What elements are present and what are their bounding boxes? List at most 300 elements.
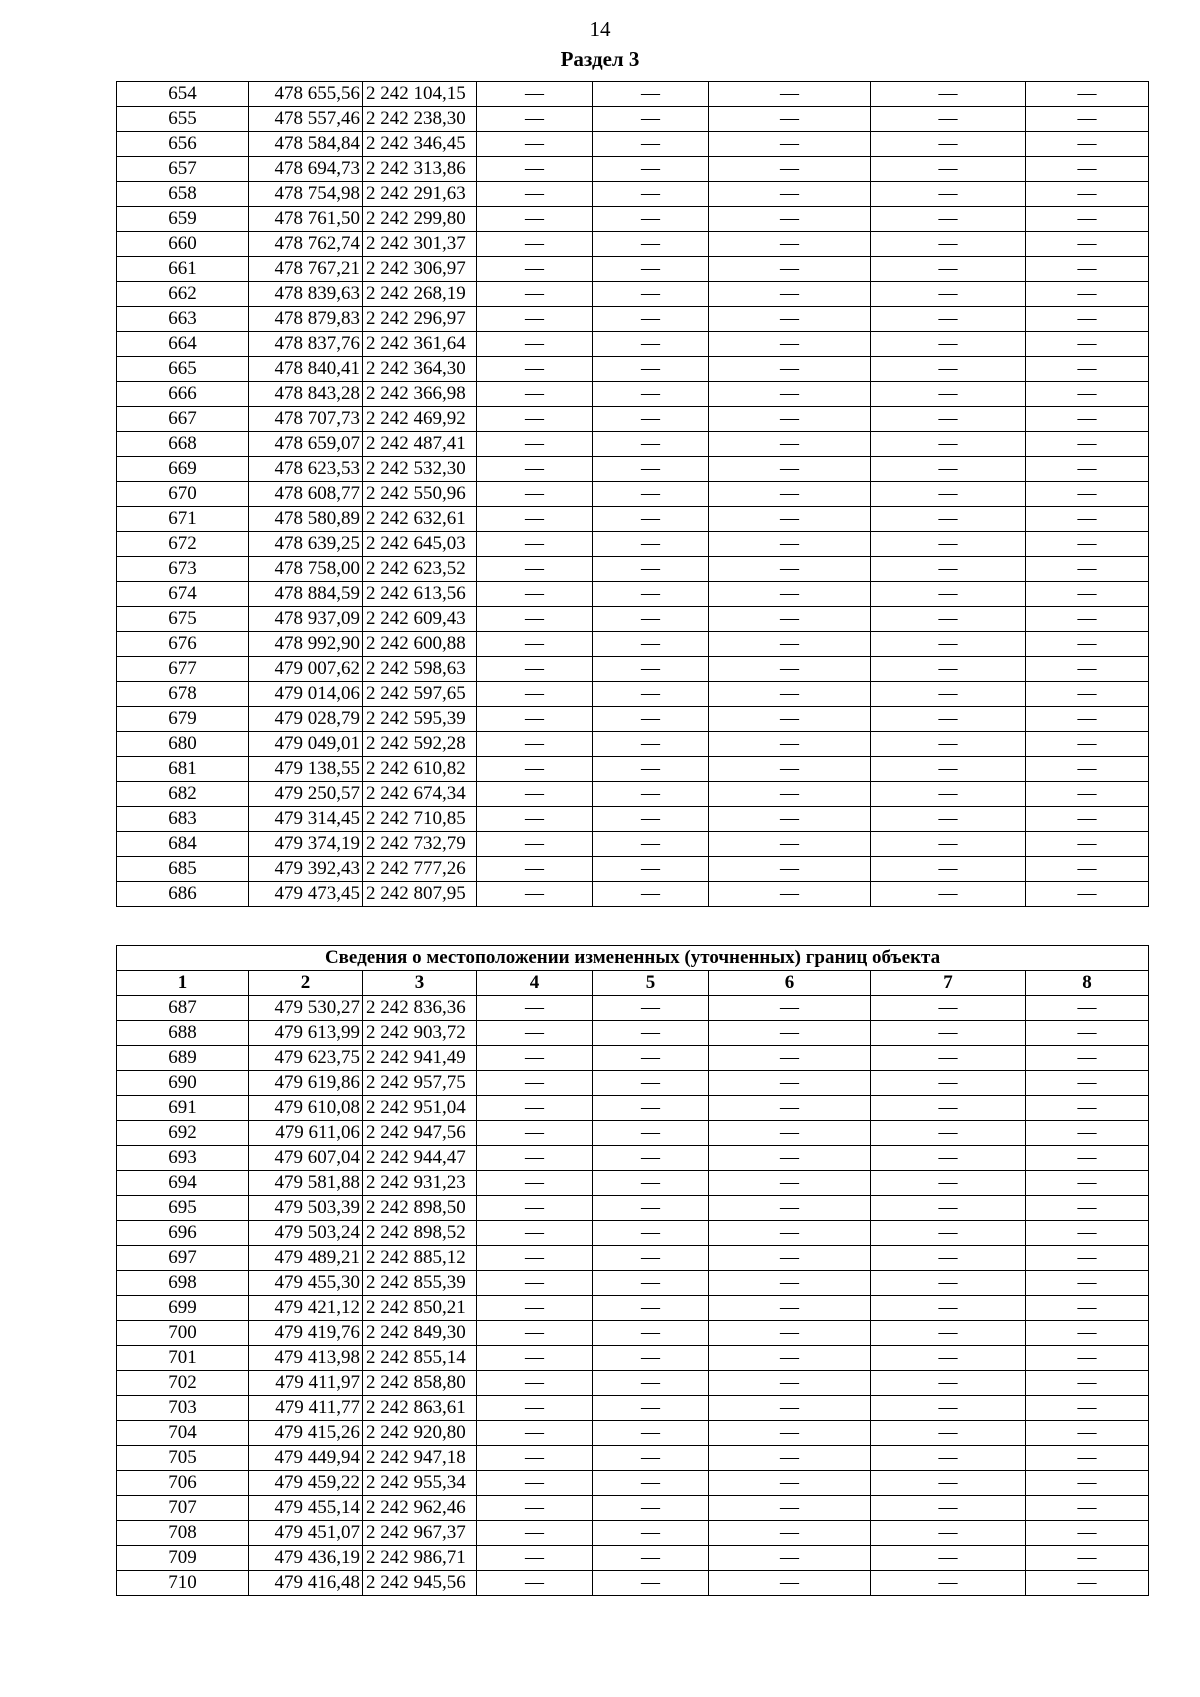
dash-cell: — <box>709 782 871 807</box>
table-row <box>117 132 1149 157</box>
dash-cell: — <box>1026 682 1149 707</box>
dash-cell: — <box>477 1421 593 1446</box>
dash-cell: — <box>593 1221 709 1246</box>
coordinate-y-cell: 2 242 532,30 <box>363 457 477 482</box>
point-number-cell: 710 <box>117 1571 249 1596</box>
dash-cell: — <box>871 1071 1026 1096</box>
table-row <box>117 382 1149 407</box>
table-row <box>117 1546 1149 1571</box>
coordinate-x-cell: 479 413,98 <box>249 1346 363 1371</box>
dash-cell: — <box>477 732 593 757</box>
dash-cell: — <box>477 1521 593 1546</box>
dash-cell: — <box>871 1546 1026 1571</box>
dash-cell: — <box>593 307 709 332</box>
dash-cell: — <box>1026 1521 1149 1546</box>
dash-cell: — <box>1026 1396 1149 1421</box>
dash-cell: — <box>709 432 871 457</box>
dash-cell: — <box>709 107 871 132</box>
dash-cell: — <box>593 1146 709 1171</box>
dash-cell: — <box>1026 282 1149 307</box>
dash-cell: — <box>477 657 593 682</box>
table-row <box>117 707 1149 732</box>
dash-cell: — <box>593 1246 709 1271</box>
page-number: 14 <box>589 17 611 41</box>
table-row <box>117 357 1149 382</box>
dash-cell: — <box>709 407 871 432</box>
dash-cell: — <box>593 557 709 582</box>
table-row <box>117 732 1149 757</box>
dash-cell: — <box>1026 457 1149 482</box>
dash-cell: — <box>1026 857 1149 882</box>
dash-cell: — <box>871 132 1026 157</box>
dash-cell: — <box>1026 307 1149 332</box>
dash-cell: — <box>1026 132 1149 157</box>
point-number-cell: 685 <box>117 857 249 882</box>
dash-cell: — <box>1026 107 1149 132</box>
table-row <box>117 257 1149 282</box>
coordinate-y-cell: 2 242 947,56 <box>363 1121 477 1146</box>
dash-cell: — <box>593 857 709 882</box>
dash-cell: — <box>871 1171 1026 1196</box>
coordinate-x-cell: 478 557,46 <box>249 107 363 132</box>
coordinate-y-cell: 2 242 364,30 <box>363 357 477 382</box>
dash-cell: — <box>1026 1446 1149 1471</box>
dash-cell: — <box>709 532 871 557</box>
dash-cell: — <box>477 607 593 632</box>
coordinate-y-cell: 2 242 609,43 <box>363 607 477 632</box>
coordinate-x-cell: 478 884,59 <box>249 582 363 607</box>
coordinate-y-cell: 2 242 613,56 <box>363 582 477 607</box>
dash-cell: — <box>709 707 871 732</box>
dash-cell: — <box>871 1321 1026 1346</box>
coordinate-x-cell: 479 455,30 <box>249 1271 363 1296</box>
dash-cell: — <box>593 1521 709 1546</box>
column-header: 1 <box>117 971 249 996</box>
coordinate-y-cell: 2 242 941,49 <box>363 1046 477 1071</box>
table-row <box>117 1121 1149 1146</box>
dash-cell: — <box>477 996 593 1021</box>
dash-cell: — <box>871 1246 1026 1271</box>
dash-cell: — <box>871 1096 1026 1121</box>
dash-cell: — <box>709 557 871 582</box>
point-number-cell: 660 <box>117 232 249 257</box>
coordinate-x-cell: 478 837,76 <box>249 332 363 357</box>
dash-cell: — <box>593 1196 709 1221</box>
dash-cell: — <box>593 732 709 757</box>
dash-cell: — <box>1026 1071 1149 1096</box>
column-header: 3 <box>363 971 477 996</box>
table-header-row <box>117 971 1149 996</box>
coordinate-y-cell: 2 242 955,34 <box>363 1471 477 1496</box>
dash-cell: — <box>1026 632 1149 657</box>
coordinate-y-cell: 2 242 920,80 <box>363 1421 477 1446</box>
section-title: Раздел 3 <box>560 47 640 71</box>
dash-cell: — <box>477 1471 593 1496</box>
table-row <box>117 307 1149 332</box>
dash-cell: — <box>477 1171 593 1196</box>
table-row <box>117 857 1149 882</box>
dash-cell: — <box>593 757 709 782</box>
dash-cell: — <box>477 857 593 882</box>
dash-cell: — <box>1026 882 1149 907</box>
dash-cell: — <box>477 1046 593 1071</box>
dash-cell: — <box>871 457 1026 482</box>
dash-cell: — <box>709 132 871 157</box>
dash-cell: — <box>477 132 593 157</box>
dash-cell: — <box>871 732 1026 757</box>
coordinate-y-cell: 2 242 361,64 <box>363 332 477 357</box>
point-number-cell: 689 <box>117 1046 249 1071</box>
dash-cell: — <box>1026 432 1149 457</box>
dash-cell: — <box>709 332 871 357</box>
table-row <box>117 457 1149 482</box>
coordinate-x-cell: 478 754,98 <box>249 182 363 207</box>
point-number-cell: 690 <box>117 1071 249 1096</box>
table-row <box>117 432 1149 457</box>
point-number-cell: 692 <box>117 1121 249 1146</box>
coordinate-y-cell: 2 242 645,03 <box>363 532 477 557</box>
point-number-cell: 674 <box>117 582 249 607</box>
coordinate-x-cell: 478 937,09 <box>249 607 363 632</box>
point-number-cell: 654 <box>117 82 249 107</box>
point-number-cell: 695 <box>117 1196 249 1221</box>
dash-cell: — <box>871 82 1026 107</box>
table-row <box>117 632 1149 657</box>
point-number-cell: 664 <box>117 332 249 357</box>
coordinate-y-cell: 2 242 487,41 <box>363 432 477 457</box>
table-row <box>117 1246 1149 1271</box>
dash-cell: — <box>709 357 871 382</box>
point-number-cell: 687 <box>117 996 249 1021</box>
dash-cell: — <box>1026 1571 1149 1596</box>
table-row <box>117 582 1149 607</box>
dash-cell: — <box>477 507 593 532</box>
table-row <box>117 407 1149 432</box>
dash-cell: — <box>709 1271 871 1296</box>
dash-cell: — <box>709 632 871 657</box>
column-header: 7 <box>871 971 1026 996</box>
coordinate-y-cell: 2 242 366,98 <box>363 382 477 407</box>
coordinate-y-cell: 2 242 807,95 <box>363 882 477 907</box>
coordinate-y-cell: 2 242 306,97 <box>363 257 477 282</box>
dash-cell: — <box>593 1046 709 1071</box>
dash-cell: — <box>1026 707 1149 732</box>
dash-cell: — <box>593 382 709 407</box>
dash-cell: — <box>709 207 871 232</box>
point-number-cell: 703 <box>117 1396 249 1421</box>
dash-cell: — <box>871 782 1026 807</box>
point-number-cell: 708 <box>117 1521 249 1546</box>
coordinate-x-cell: 479 014,06 <box>249 682 363 707</box>
table-row <box>117 482 1149 507</box>
coordinate-y-cell: 2 242 732,79 <box>363 832 477 857</box>
point-number-cell: 681 <box>117 757 249 782</box>
dash-cell: — <box>709 1171 871 1196</box>
dash-cell: — <box>1026 1221 1149 1246</box>
coordinate-x-cell: 478 767,21 <box>249 257 363 282</box>
dash-cell: — <box>593 457 709 482</box>
dash-cell: — <box>477 1096 593 1121</box>
dash-cell: — <box>477 482 593 507</box>
coordinate-y-cell: 2 242 674,34 <box>363 782 477 807</box>
coordinate-y-cell: 2 242 855,39 <box>363 1271 477 1296</box>
column-header: 8 <box>1026 971 1149 996</box>
table-row <box>117 1321 1149 1346</box>
dash-cell: — <box>709 682 871 707</box>
dash-cell: — <box>593 282 709 307</box>
dash-cell: — <box>709 1246 871 1271</box>
dash-cell: — <box>593 1396 709 1421</box>
dash-cell: — <box>1026 1021 1149 1046</box>
dash-cell: — <box>593 357 709 382</box>
coordinate-x-cell: 478 623,53 <box>249 457 363 482</box>
dash-cell: — <box>709 857 871 882</box>
dash-cell: — <box>1026 1096 1149 1121</box>
dash-cell: — <box>1026 357 1149 382</box>
dash-cell: — <box>1026 1346 1149 1371</box>
coordinates-table-continued-body <box>117 82 1149 907</box>
dash-cell: — <box>871 1121 1026 1146</box>
table-row <box>117 1396 1149 1421</box>
dash-cell: — <box>593 1496 709 1521</box>
dash-cell: — <box>1026 182 1149 207</box>
dash-cell: — <box>477 357 593 382</box>
table-row <box>117 682 1149 707</box>
dash-cell: — <box>709 1571 871 1596</box>
dash-cell: — <box>871 382 1026 407</box>
coordinate-x-cell: 479 451,07 <box>249 1521 363 1546</box>
coordinate-x-cell: 479 611,06 <box>249 1121 363 1146</box>
dash-cell: — <box>1026 1371 1149 1396</box>
dash-cell: — <box>1026 1296 1149 1321</box>
table-caption-row <box>117 946 1149 971</box>
coordinate-x-cell: 479 392,43 <box>249 857 363 882</box>
point-number-cell: 678 <box>117 682 249 707</box>
dash-cell: — <box>477 282 593 307</box>
table-row <box>117 1096 1149 1121</box>
coordinate-y-cell: 2 242 967,37 <box>363 1521 477 1546</box>
coordinate-y-cell: 2 242 903,72 <box>363 1021 477 1046</box>
dash-cell: — <box>1026 1421 1149 1446</box>
point-number-cell: 677 <box>117 657 249 682</box>
dash-cell: — <box>477 782 593 807</box>
dash-cell: — <box>477 707 593 732</box>
coordinate-y-cell: 2 242 291,63 <box>363 182 477 207</box>
table-row <box>117 332 1149 357</box>
coordinate-x-cell: 478 608,77 <box>249 482 363 507</box>
dash-cell: — <box>477 1071 593 1096</box>
dash-cell: — <box>709 232 871 257</box>
coordinate-x-cell: 478 839,63 <box>249 282 363 307</box>
dash-cell: — <box>1026 557 1149 582</box>
dash-cell: — <box>477 82 593 107</box>
coordinate-y-cell: 2 242 600,88 <box>363 632 477 657</box>
dash-cell: — <box>709 1121 871 1146</box>
dash-cell: — <box>709 1346 871 1371</box>
dash-cell: — <box>871 1021 1026 1046</box>
dash-cell: — <box>709 1546 871 1571</box>
dash-cell: — <box>871 1396 1026 1421</box>
point-number-cell: 666 <box>117 382 249 407</box>
coordinate-y-cell: 2 242 346,45 <box>363 132 477 157</box>
coordinate-x-cell: 479 028,79 <box>249 707 363 732</box>
dash-cell: — <box>593 432 709 457</box>
dash-cell: — <box>1026 232 1149 257</box>
dash-cell: — <box>593 807 709 832</box>
dash-cell: — <box>477 182 593 207</box>
dash-cell: — <box>871 182 1026 207</box>
table-row <box>117 82 1149 107</box>
changed-boundaries-table-body <box>117 996 1149 1596</box>
dash-cell: — <box>871 807 1026 832</box>
dash-cell: — <box>709 657 871 682</box>
coordinate-y-cell: 2 242 947,18 <box>363 1446 477 1471</box>
coordinate-y-cell: 2 242 945,56 <box>363 1571 477 1596</box>
point-number-cell: 688 <box>117 1021 249 1046</box>
dash-cell: — <box>593 132 709 157</box>
table-row <box>117 532 1149 557</box>
dash-cell: — <box>709 1446 871 1471</box>
dash-cell: — <box>709 457 871 482</box>
table-row <box>117 882 1149 907</box>
dash-cell: — <box>871 757 1026 782</box>
dash-cell: — <box>709 832 871 857</box>
coordinate-x-cell: 479 607,04 <box>249 1146 363 1171</box>
coordinate-x-cell: 478 758,00 <box>249 557 363 582</box>
dash-cell: — <box>593 182 709 207</box>
dash-cell: — <box>1026 1046 1149 1071</box>
dash-cell: — <box>1026 407 1149 432</box>
dash-cell: — <box>477 1196 593 1221</box>
dash-cell: — <box>477 432 593 457</box>
dash-cell: — <box>1026 332 1149 357</box>
dash-cell: — <box>871 432 1026 457</box>
point-number-cell: 698 <box>117 1271 249 1296</box>
dash-cell: — <box>593 1346 709 1371</box>
dash-cell: — <box>593 1121 709 1146</box>
coordinate-x-cell: 479 449,94 <box>249 1446 363 1471</box>
table-row <box>117 607 1149 632</box>
dash-cell: — <box>593 582 709 607</box>
dash-cell: — <box>709 1071 871 1096</box>
dash-cell: — <box>593 82 709 107</box>
dash-cell: — <box>1026 582 1149 607</box>
point-number-cell: 706 <box>117 1471 249 1496</box>
coordinate-x-cell: 479 138,55 <box>249 757 363 782</box>
point-number-cell: 691 <box>117 1096 249 1121</box>
point-number-cell: 661 <box>117 257 249 282</box>
coordinate-x-cell: 478 659,07 <box>249 432 363 457</box>
dash-cell: — <box>871 1196 1026 1221</box>
dash-cell: — <box>477 232 593 257</box>
coordinate-x-cell: 478 992,90 <box>249 632 363 657</box>
dash-cell: — <box>871 1446 1026 1471</box>
coordinate-y-cell: 2 242 898,52 <box>363 1221 477 1246</box>
coordinates-table-continued <box>116 81 1149 907</box>
dash-cell: — <box>477 832 593 857</box>
coordinate-x-cell: 478 843,28 <box>249 382 363 407</box>
dash-cell: — <box>871 707 1026 732</box>
table-row <box>117 1046 1149 1071</box>
point-number-cell: 702 <box>117 1371 249 1396</box>
dash-cell: — <box>1026 157 1149 182</box>
dash-cell: — <box>477 1296 593 1321</box>
point-number-cell: 655 <box>117 107 249 132</box>
coordinate-x-cell: 478 639,25 <box>249 532 363 557</box>
table-caption: Сведения о местоположении измененных (уточненных) границ объекта <box>117 946 1149 971</box>
dash-cell: — <box>871 232 1026 257</box>
table-row <box>117 1371 1149 1396</box>
point-number-cell: 668 <box>117 432 249 457</box>
dash-cell: — <box>477 1321 593 1346</box>
point-number-cell: 659 <box>117 207 249 232</box>
dash-cell: — <box>593 1371 709 1396</box>
dash-cell: — <box>871 557 1026 582</box>
table-row <box>117 782 1149 807</box>
dash-cell: — <box>709 807 871 832</box>
dash-cell: — <box>871 1421 1026 1446</box>
coordinate-y-cell: 2 242 595,39 <box>363 707 477 732</box>
point-number-cell: 693 <box>117 1146 249 1171</box>
column-header: 4 <box>477 971 593 996</box>
dash-cell: — <box>871 657 1026 682</box>
coordinate-x-cell: 479 250,57 <box>249 782 363 807</box>
point-number-cell: 671 <box>117 507 249 532</box>
point-number-cell: 673 <box>117 557 249 582</box>
dash-cell: — <box>1026 532 1149 557</box>
dash-cell: — <box>593 707 709 732</box>
coordinate-x-cell: 479 007,62 <box>249 657 363 682</box>
coordinate-y-cell: 2 242 299,80 <box>363 207 477 232</box>
coordinate-x-cell: 479 530,27 <box>249 996 363 1021</box>
coordinate-x-cell: 479 503,39 <box>249 1196 363 1221</box>
dash-cell: — <box>871 1221 1026 1246</box>
table-row <box>117 1271 1149 1296</box>
dash-cell: — <box>709 282 871 307</box>
coordinate-y-cell: 2 242 944,47 <box>363 1146 477 1171</box>
coordinate-y-cell: 2 242 238,30 <box>363 107 477 132</box>
dash-cell: — <box>871 996 1026 1021</box>
dash-cell: — <box>871 1371 1026 1396</box>
dash-cell: — <box>871 607 1026 632</box>
dash-cell: — <box>477 157 593 182</box>
dash-cell: — <box>1026 382 1149 407</box>
coordinate-y-cell: 2 242 931,23 <box>363 1171 477 1196</box>
dash-cell: — <box>593 1171 709 1196</box>
point-number-cell: 686 <box>117 882 249 907</box>
dash-cell: — <box>593 1296 709 1321</box>
dash-cell: — <box>871 632 1026 657</box>
dash-cell: — <box>593 632 709 657</box>
table-row <box>117 1196 1149 1221</box>
dash-cell: — <box>709 1471 871 1496</box>
dash-cell: — <box>477 532 593 557</box>
coordinate-x-cell: 478 761,50 <box>249 207 363 232</box>
dash-cell: — <box>477 1571 593 1596</box>
dash-cell: — <box>1026 657 1149 682</box>
point-number-cell: 705 <box>117 1446 249 1471</box>
dash-cell: — <box>477 632 593 657</box>
dash-cell: — <box>1026 996 1149 1021</box>
dash-cell: — <box>709 996 871 1021</box>
coordinate-x-cell: 479 421,12 <box>249 1296 363 1321</box>
dash-cell: — <box>593 1271 709 1296</box>
table-row <box>117 157 1149 182</box>
dash-cell: — <box>1026 1171 1149 1196</box>
changed-boundaries-table <box>116 945 1149 1596</box>
coordinate-x-cell: 479 503,24 <box>249 1221 363 1246</box>
dash-cell: — <box>477 882 593 907</box>
